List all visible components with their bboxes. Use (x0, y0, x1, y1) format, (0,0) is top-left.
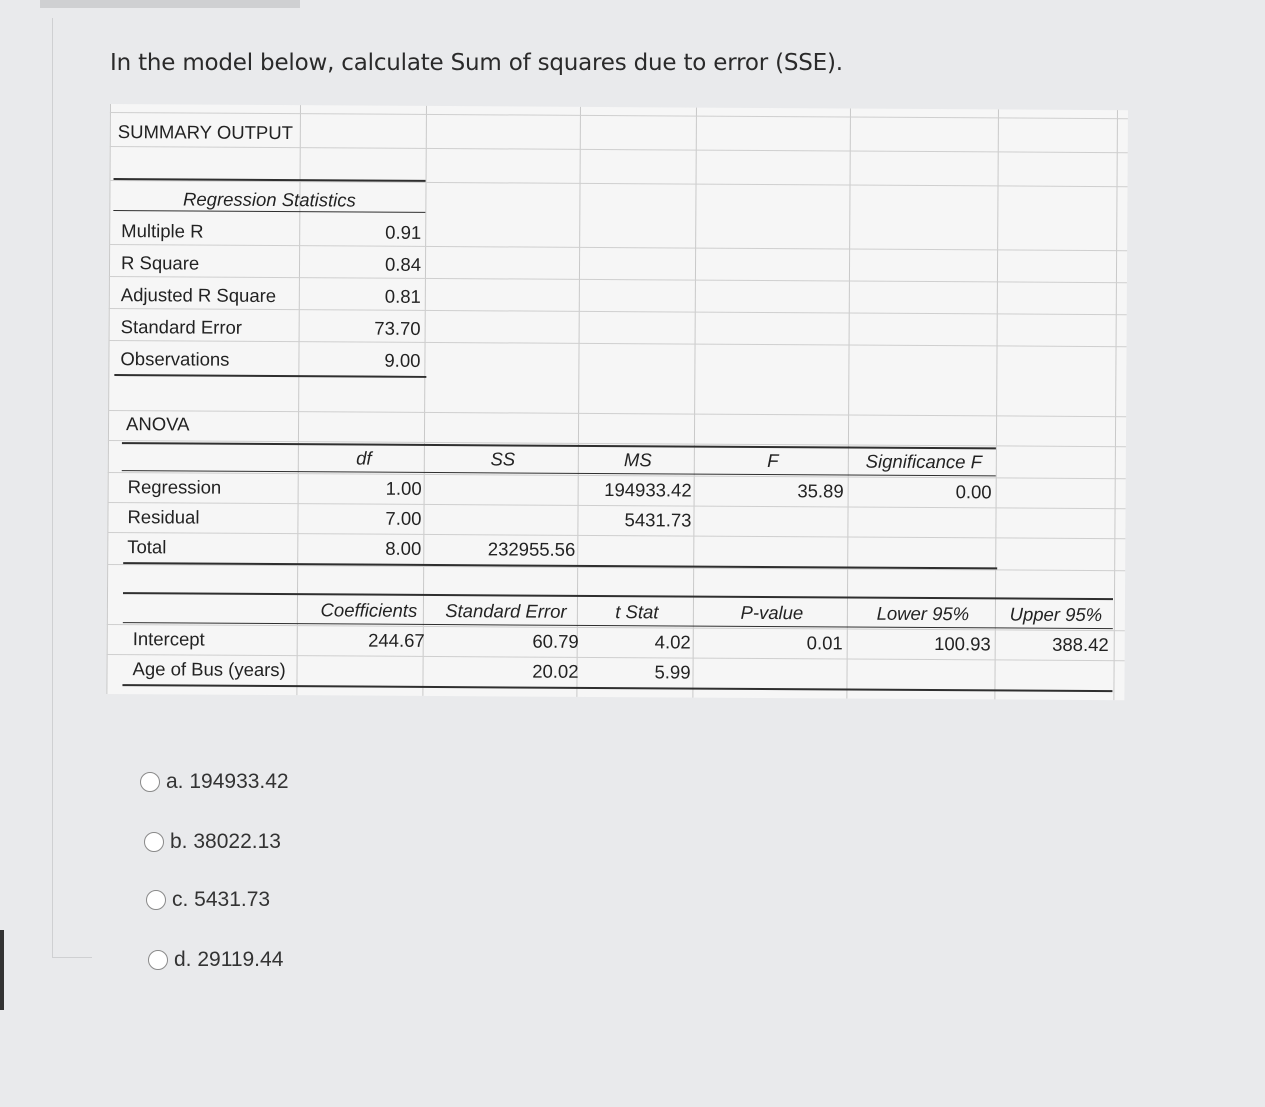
anova-significance-f (851, 507, 991, 538)
radio-button[interactable] (140, 772, 160, 792)
stat-value: 0.91 (385, 221, 422, 243)
coef-upper-95: 388.42 (1052, 633, 1109, 656)
card-divider (52, 957, 92, 958)
stat-label: Multiple R (121, 220, 204, 242)
anova-df: 1.00 (385, 477, 422, 499)
stat-value: 9.00 (384, 349, 421, 371)
radio-button[interactable] (148, 950, 168, 970)
question-text: In the model below, calculate Sum of squares due to error (SSE). (110, 50, 843, 76)
coef-value: 244.67 (368, 629, 425, 651)
radio-button[interactable] (144, 832, 164, 852)
anova-ss: 232955.56 (487, 538, 576, 560)
coef-lower-95 (850, 659, 990, 690)
stat-label: R Square (120, 252, 200, 274)
option-d[interactable] (148, 948, 283, 972)
anova-df: 8.00 (385, 537, 422, 559)
anova-header-ms: MS (623, 449, 652, 471)
coef-row-label: Age of Bus (years) (132, 658, 286, 681)
coef-p-value: 0.01 (806, 632, 843, 654)
option-a[interactable] (140, 770, 289, 794)
coef-upper-95 (996, 659, 1108, 690)
coef-header-p-value: P-value (740, 601, 804, 624)
option-label: a. 194933.42 (166, 770, 289, 793)
anova-significance-f (851, 537, 991, 568)
option-label: d. 29119.44 (174, 948, 284, 971)
regression-output-table (106, 104, 1128, 700)
anova-ms: 5431.73 (624, 509, 692, 531)
coef-standard-error: 20.02 (532, 660, 579, 682)
anova-f (697, 536, 843, 567)
summary-title: SUMMARY OUTPUT (117, 121, 293, 144)
regression-statistics-header: Regression Statistics (182, 188, 356, 211)
coef-standard-error: 60.79 (532, 630, 579, 652)
stat-label: Standard Error (120, 316, 243, 338)
coef-header-standard-error: Standard Error (445, 600, 567, 622)
coef-header-upper-95: Upper 95% (1009, 603, 1103, 626)
option-label: c. 5431.73 (172, 888, 271, 911)
top-strip (40, 0, 300, 8)
anova-header-df: df (356, 447, 372, 469)
coef-header-coefficients: Coefficients (320, 599, 418, 621)
anova-ss (427, 504, 575, 535)
anova-title: ANOVA (125, 413, 190, 435)
coef-p-value (696, 658, 842, 689)
anova-f: 35.89 (797, 480, 844, 502)
anova-header-f: F (767, 450, 779, 472)
coef-row-label: Intercept (132, 628, 205, 650)
coef-value (306, 655, 424, 686)
stat-value: 73.70 (374, 317, 421, 339)
coef-t-stat: 5.99 (654, 661, 691, 683)
window-edge (0, 930, 4, 1010)
anova-header-significance-f: Significance F (865, 450, 982, 473)
anova-ss (428, 474, 576, 505)
anova-f (697, 506, 843, 537)
coef-lower-95: 100.93 (934, 633, 991, 655)
stat-value: 0.81 (384, 285, 421, 307)
radio-button[interactable] (146, 890, 166, 910)
stat-label: Observations (120, 348, 230, 370)
coef-header-t-stat: t Stat (615, 601, 659, 623)
anova-significance-f: 0.00 (955, 481, 992, 503)
stat-value: 0.84 (384, 253, 422, 275)
anova-ms: 194933.42 (604, 479, 692, 501)
coef-header-lower-95: Lower 95% (876, 602, 970, 625)
stat-label: Adjusted R Square (120, 284, 277, 307)
option-label: b. 38022.13 (170, 830, 281, 853)
anova-row-label: Total (127, 536, 167, 558)
anova-row-label: Regression (127, 476, 222, 498)
anova-header-ss: SS (490, 448, 516, 470)
anova-df: 7.00 (385, 507, 422, 529)
option-b[interactable] (144, 830, 281, 854)
anova-row-label: Residual (127, 506, 200, 528)
option-c[interactable] (146, 888, 270, 912)
coef-t-stat: 4.02 (654, 631, 691, 653)
anova-ms (581, 535, 691, 566)
